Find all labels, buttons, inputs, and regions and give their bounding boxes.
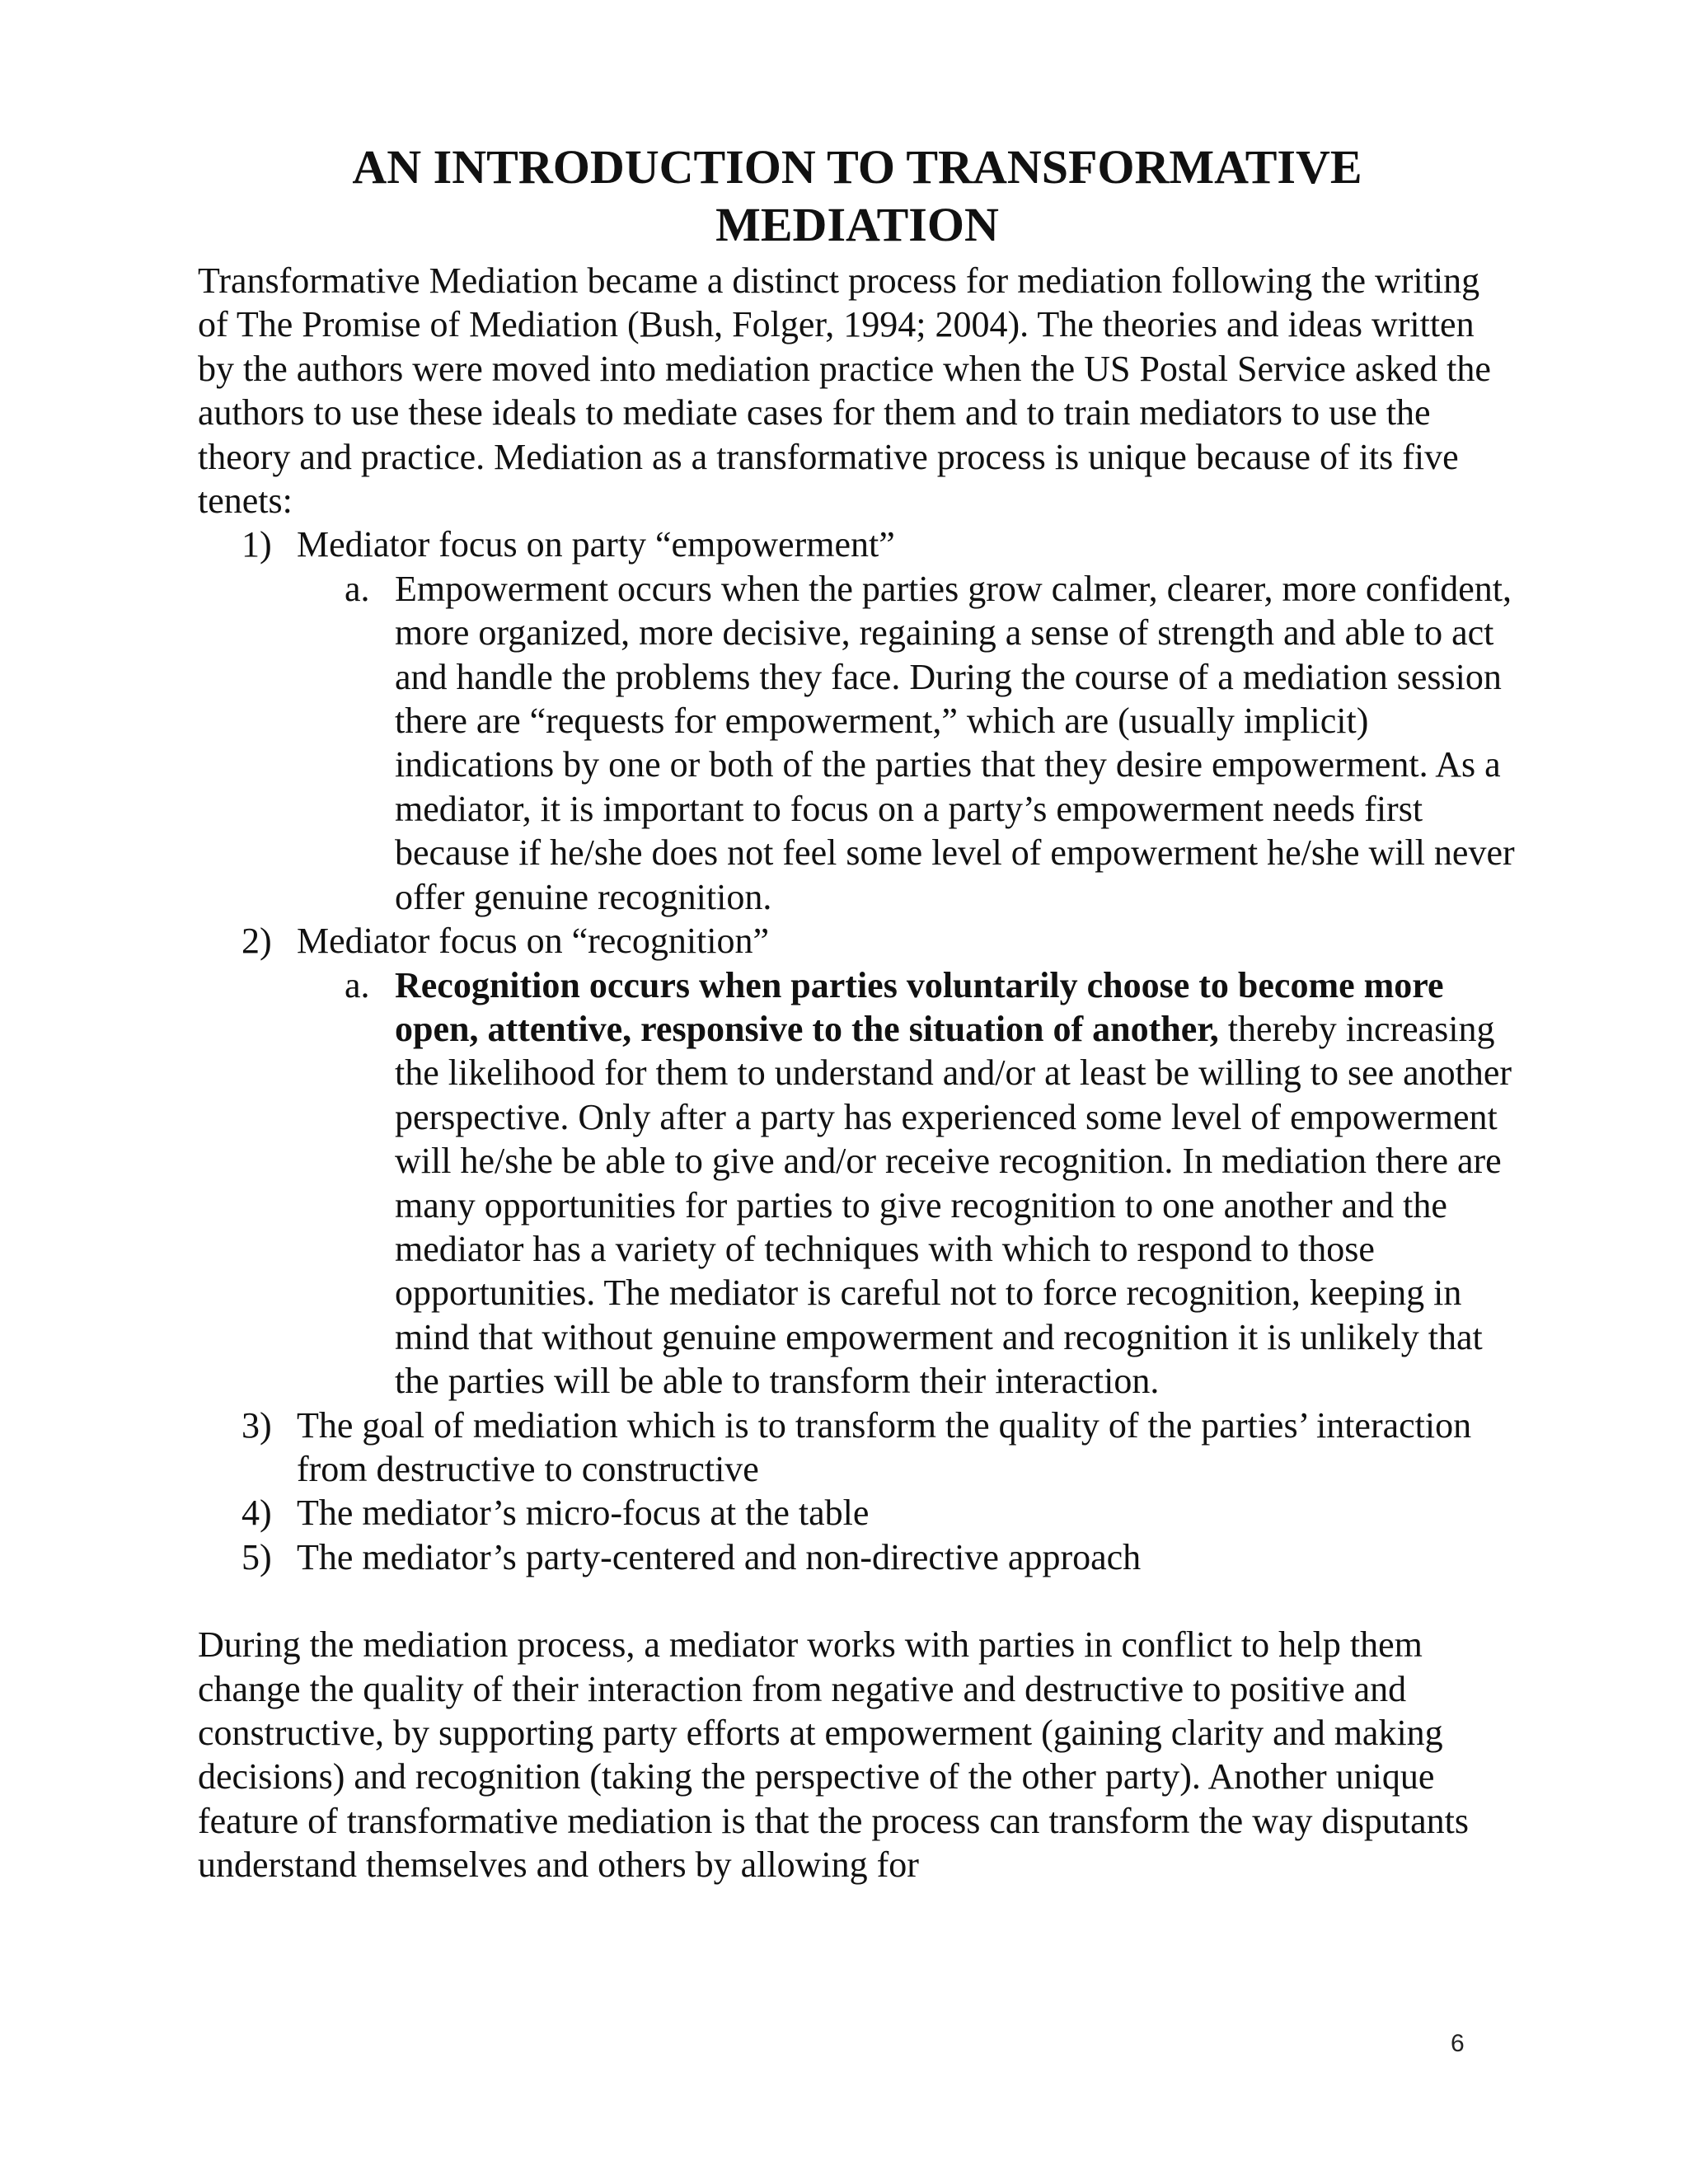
- tenet-item: [198, 1491, 1517, 1535]
- tenet-number: 4): [241, 1493, 272, 1534]
- tenet-text: The goal of mediation which is to transform the quality of the parties’ interaction from destructive to constructive: [297, 1404, 1472, 1489]
- intro-paragraph: Transformative Mediation became a distinct process for mediation following the writing of The Promise of Mediation (Bush, Folger, 1994; 2004). The theories and ideas written by the authors were moved into mediation practice when the US Postal Service asked the authors to use these ideals to mediate cases for them and to train mediators to use the theory and practice. Mediation as a transformative process is unique because of its five tenets:: [198, 260, 1491, 522]
- page-number: 6: [1451, 2030, 1465, 2057]
- title-line-1: AN INTRODUCTION TO TRANSFORMATIVE: [352, 140, 1362, 194]
- tenet-item: [198, 523, 1517, 919]
- tenet-sub-list: [297, 567, 1517, 919]
- tenet-item: [198, 1404, 1517, 1492]
- tenet-number: 2): [241, 921, 272, 962]
- tenet-number: 5): [241, 1536, 272, 1577]
- sub-item-letter: a.: [345, 568, 370, 609]
- tenet-sub-list: [297, 963, 1517, 1404]
- tenet-number: 3): [241, 1404, 272, 1446]
- tenet-item: [198, 919, 1517, 1403]
- tenet-sub-item: [198, 963, 1517, 1404]
- tenets-list: [198, 523, 1517, 1579]
- tenet-text: Mediator focus on “recognition”: [297, 921, 770, 962]
- tenet-text: The mediator’s party-centered and non-directive approach: [297, 1536, 1142, 1577]
- tenet-sub-item: [198, 567, 1517, 919]
- tenet-number: 1): [241, 524, 272, 565]
- sub-item-bold-text: Recognition occurs when parties voluntarily choose to become more open, attentive, responsive to the situation of another,: [395, 964, 1444, 1049]
- tenet-text: The mediator’s micro-focus at the table: [297, 1493, 870, 1534]
- tenet-text: Mediator focus on party “empowerment”: [297, 524, 895, 565]
- title-line-2: MEDIATION: [715, 198, 999, 251]
- closing-paragraph: During the mediation process, a mediator works with parties in conflict to help them change the quality of their interaction from negative and destructive to positive and constructive, by supporting party efforts at empowerment (gaining clarity and making decisions) and recognition (taking the perspective of the other party). Another unique feature of transformative mediation is that the process can transform the way disputants understand themselves and others by allowing for: [198, 1624, 1469, 1886]
- sub-item-text: Empowerment occurs when the parties grow calmer, clearer, more confident, more organized, more decisive, regaining a sense of strength and able to act and handle the problems they face. During the course of a mediation session there are “requests for empowerment,” which are (usually implicit) indications by one or both of the parties that they desire empowerment. As a mediator, it is important to focus on a party’s empowerment needs first because if he/she does not feel some level of empowerment he/she will never offer genuine recognition.: [395, 568, 1515, 917]
- page-title: [198, 138, 1517, 254]
- document-body: [198, 259, 1517, 1887]
- document-page: [198, 138, 1517, 1887]
- sub-item-text: thereby increasing the likelihood for them to understand and/or at least be willing to see another perspective. Only after a party has experienced some level of empowerment will he/she be able to give and/or receive recognition. In mediation there are many opportunities for parties to give recognition to one another and the mediator has a variety of techniques with which to respond to those opportunities. The mediator is careful not to force recognition, keeping in mind that without genuine empowerment and recognition it is unlikely that the parties will be able to transform their interaction.: [395, 1008, 1512, 1402]
- tenet-item: [198, 1535, 1517, 1579]
- sub-item-letter: a.: [345, 964, 370, 1005]
